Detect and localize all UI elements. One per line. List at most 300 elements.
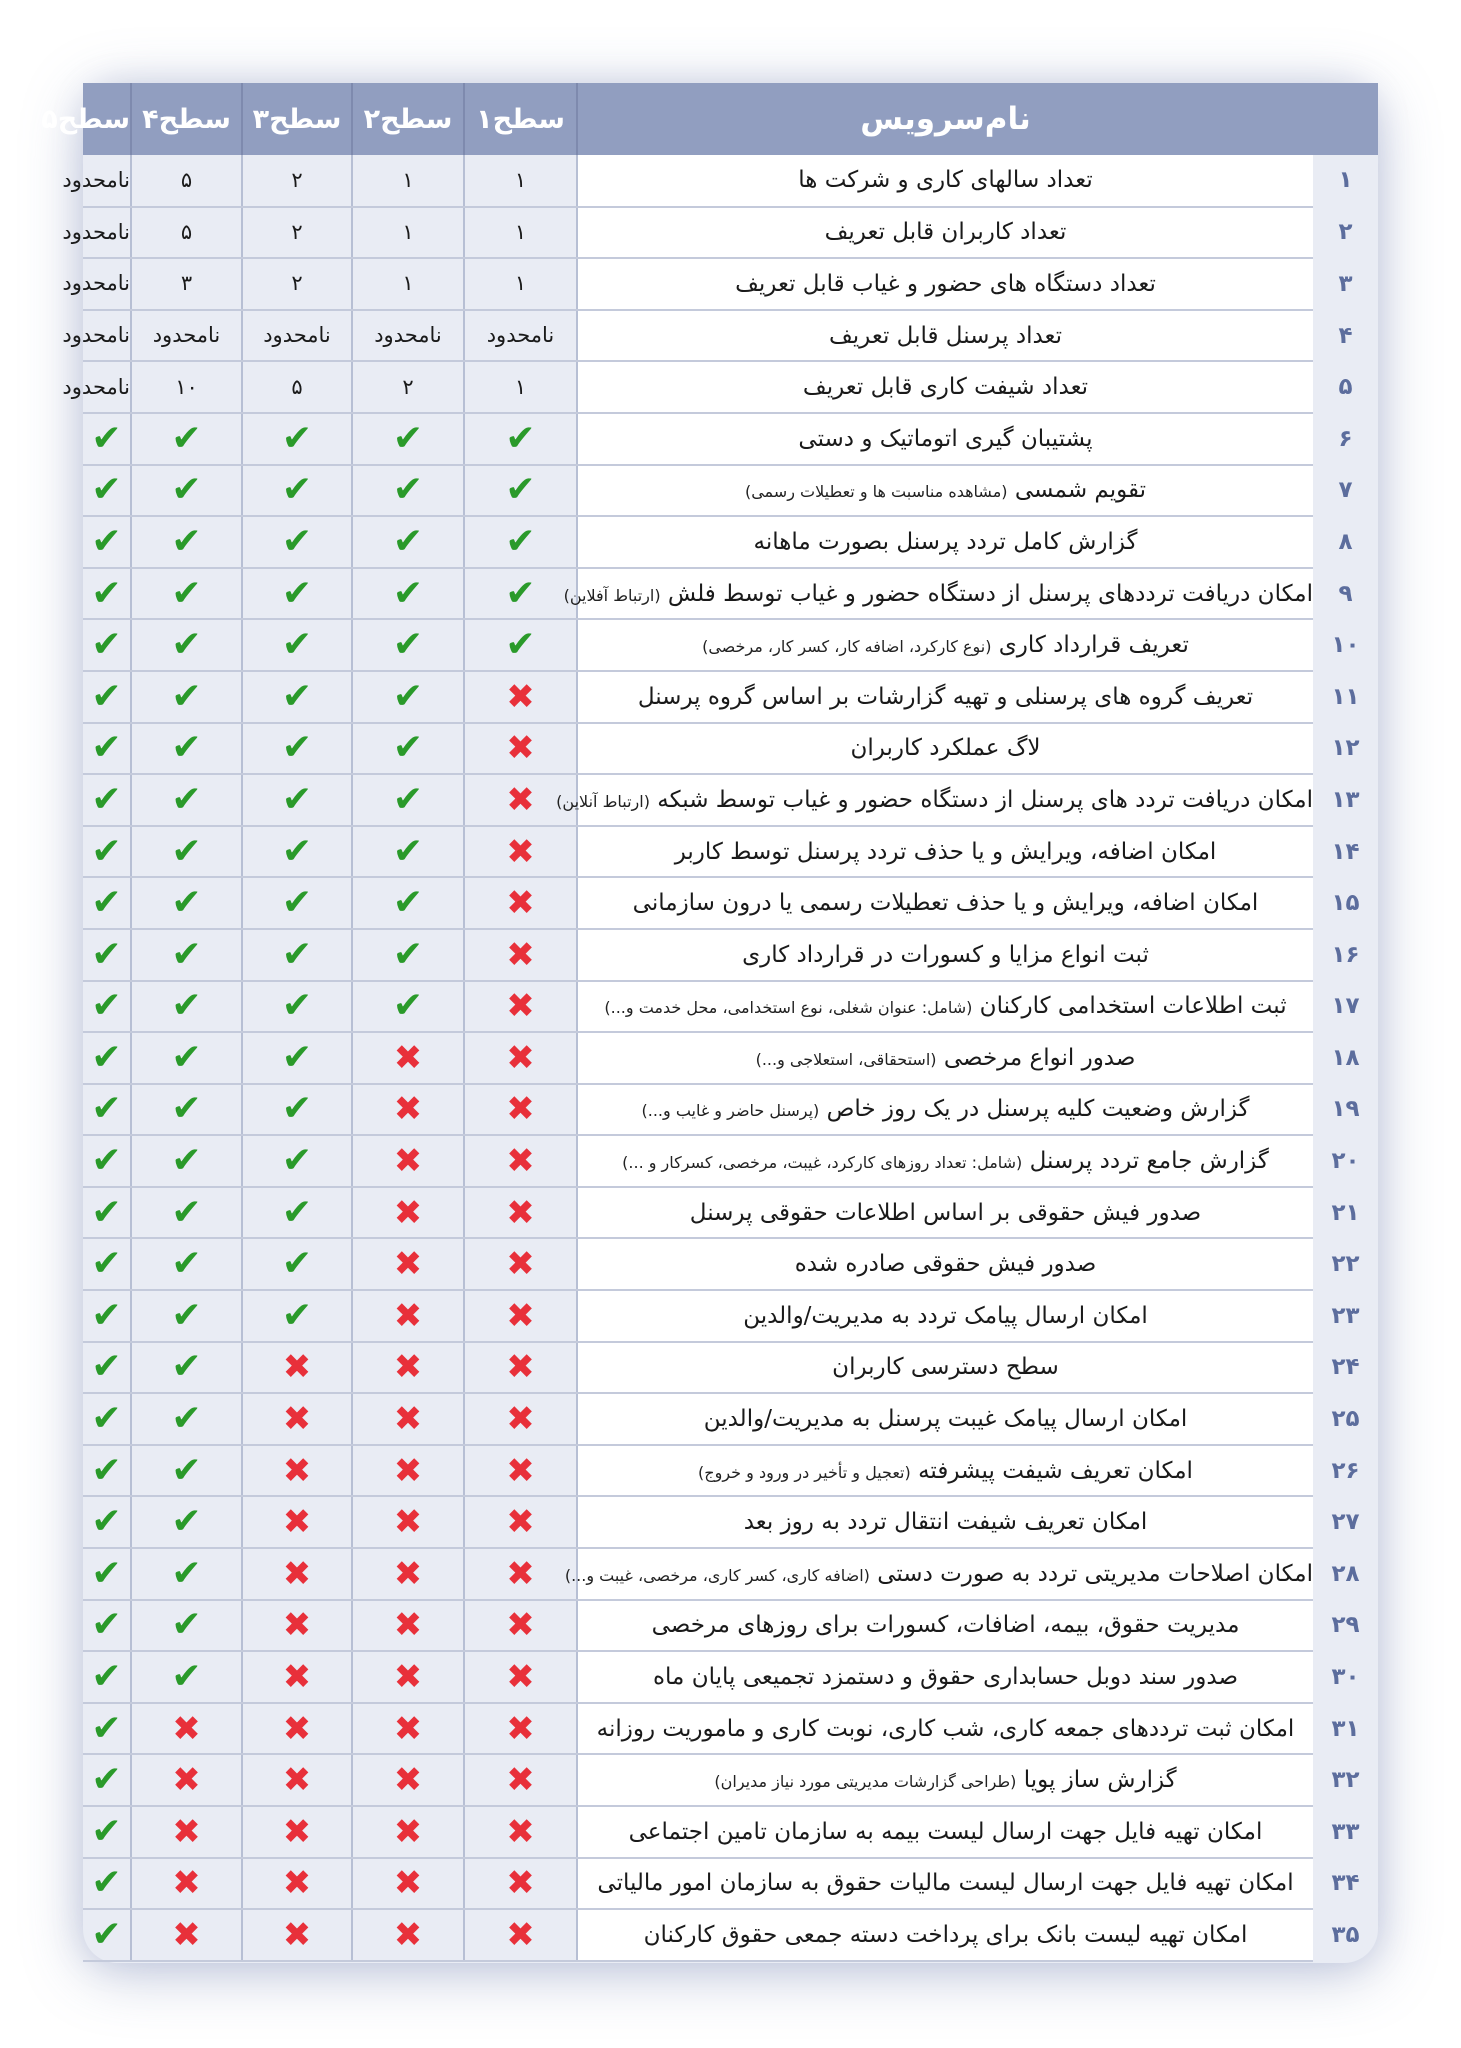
service-name-cell	[577, 1187, 1313, 1239]
table-row	[83, 361, 1378, 413]
check-icon: ✔	[505, 417, 536, 459]
cross-icon: ✖	[282, 1347, 312, 1388]
check-icon: ✔	[91, 778, 122, 820]
level-3-cell	[242, 1238, 352, 1290]
cross-icon: ✖	[506, 728, 535, 769]
table-row	[83, 1187, 1378, 1239]
cross-icon: ✖	[282, 1708, 312, 1749]
level-5-cell	[83, 619, 131, 671]
row-number: ۱۳	[1331, 786, 1360, 813]
level-4-cell	[131, 1909, 242, 1961]
table-row	[83, 929, 1378, 981]
check-icon: ✔	[171, 1088, 202, 1130]
level-1-cell	[464, 1084, 577, 1136]
level-2-cell	[352, 981, 464, 1033]
level-2-cell	[352, 1445, 464, 1497]
level-3-cell	[242, 1858, 352, 1910]
level-4-cell	[131, 1548, 242, 1600]
cross-icon: ✖	[393, 1605, 423, 1646]
level-value: ۱	[514, 271, 527, 296]
service-name: امکان ارسال پیامک تردد به مدیریت/والدین	[743, 1302, 1148, 1329]
level-2-cell	[352, 1393, 464, 1445]
service-name-cell	[577, 877, 1313, 929]
check-icon: ✔	[505, 520, 536, 562]
check-icon: ✔	[171, 1552, 202, 1594]
level-3-cell	[242, 310, 352, 362]
service-name-cell	[563, 568, 1313, 620]
service-name-cell	[577, 1600, 1313, 1652]
level-3-cell	[242, 1703, 352, 1755]
check-icon: ✔	[171, 1398, 202, 1440]
header-level-2: سطح۲	[352, 83, 464, 155]
service-note: (تعجیل و تأخیر در ورود و خروج)	[698, 1462, 911, 1482]
level-4-cell	[131, 465, 242, 517]
level-4-cell	[131, 981, 242, 1033]
level-1-cell	[464, 929, 577, 981]
level-1-cell	[464, 516, 577, 568]
level-2-cell	[352, 877, 464, 929]
level-4-cell	[131, 774, 242, 826]
level-3-cell	[242, 258, 352, 310]
cross-icon: ✖	[393, 1811, 423, 1852]
service-name: تعداد دستگاه های حضور و غیاب قابل تعریف	[735, 270, 1156, 297]
service-name-cell	[577, 1858, 1313, 1910]
check-icon: ✔	[91, 1398, 122, 1440]
cross-icon: ✖	[506, 934, 535, 975]
level-5-cell	[83, 1393, 131, 1445]
level-2-cell	[352, 1135, 464, 1187]
level-1-cell	[464, 1703, 577, 1755]
row-number: ۳۵	[1331, 1921, 1360, 1948]
level-4-cell	[131, 1651, 242, 1703]
check-icon: ✔	[91, 1552, 122, 1594]
level-1-cell	[464, 1238, 577, 1290]
level-3-cell	[242, 1135, 352, 1187]
level-1-cell	[464, 258, 577, 310]
service-name-cell	[577, 1135, 1313, 1187]
level-1-cell	[464, 877, 577, 929]
level-value: نامحدود	[62, 323, 130, 348]
service-name: صدور فیش حقوقی صادره شده	[794, 1251, 1097, 1278]
row-number: ۱۶	[1331, 941, 1360, 968]
level-2-cell	[352, 361, 464, 413]
table-row	[83, 1342, 1378, 1394]
cross-icon: ✖	[172, 1760, 201, 1801]
service-name-cell	[577, 826, 1313, 878]
service-name: امکان ثبت ترددهای جمعه کاری، شب کاری، نوبت کاری و ماموریت روزانه	[596, 1715, 1295, 1742]
level-3-cell	[242, 1393, 352, 1445]
level-value: نامحدود	[374, 323, 442, 348]
service-name-cell	[577, 1342, 1313, 1394]
level-4-cell	[131, 361, 242, 413]
level-value: ۲	[291, 271, 303, 296]
check-icon: ✔	[281, 1243, 313, 1285]
level-2-cell	[352, 1342, 464, 1394]
service-note: (شامل: عنوان شغلی، نوع استخدامی، محل خدمت و...)	[604, 998, 973, 1018]
cross-icon: ✖	[506, 1553, 535, 1594]
cross-icon: ✖	[506, 1708, 535, 1749]
service-name: امکان تهیه فایل جهت ارسال لیست مالیات حقوق به سازمان امور مالیاتی	[597, 1870, 1294, 1897]
level-4-cell	[131, 258, 242, 310]
level-5-cell	[62, 258, 131, 310]
level-2-cell	[352, 1187, 464, 1239]
service-name-cell	[577, 1496, 1313, 1548]
check-icon: ✔	[171, 1501, 202, 1543]
level-4-cell	[131, 1703, 242, 1755]
level-2-cell	[352, 258, 464, 310]
check-icon: ✔	[91, 1191, 122, 1233]
row-number: ۳۳	[1331, 1818, 1360, 1845]
table-row	[83, 1496, 1378, 1548]
level-2-cell	[352, 1754, 464, 1806]
level-1-cell	[464, 1290, 577, 1342]
check-icon: ✔	[91, 417, 122, 459]
service-name-cell	[577, 929, 1313, 981]
service-name: تعداد شیفت کاری قابل تعریف	[802, 374, 1089, 401]
cross-icon: ✖	[506, 1450, 535, 1491]
cross-icon: ✖	[172, 1914, 201, 1955]
check-icon: ✔	[91, 469, 122, 511]
level-1-cell	[464, 1600, 577, 1652]
check-icon: ✔	[91, 520, 122, 562]
level-1-cell	[464, 568, 577, 620]
table-row	[83, 671, 1378, 723]
table-row	[83, 1703, 1378, 1755]
check-icon: ✔	[91, 1346, 122, 1388]
check-icon: ✔	[392, 624, 424, 666]
cross-icon: ✖	[506, 1347, 535, 1388]
level-5-cell	[83, 723, 131, 775]
check-icon: ✔	[171, 1140, 202, 1182]
level-value: ۱	[514, 167, 527, 192]
table-row	[83, 1032, 1378, 1084]
level-5-cell	[62, 207, 131, 259]
service-name-cell	[577, 1290, 1313, 1342]
level-5-cell	[83, 1084, 131, 1136]
level-4-cell	[131, 155, 242, 207]
comparison-card	[41, 83, 1378, 1963]
table-row	[83, 1548, 1378, 1600]
cross-icon: ✖	[506, 883, 535, 924]
table-row	[83, 774, 1378, 826]
service-note: (طراحی گزارشات مدیریتی مورد نیاز مدیران)	[714, 1772, 1017, 1792]
cross-icon: ✖	[282, 1914, 312, 1955]
level-3-cell	[242, 207, 352, 259]
cross-icon: ✖	[393, 1295, 423, 1336]
level-4-cell	[131, 1342, 242, 1394]
check-icon: ✔	[392, 675, 424, 717]
row-number: ۱۷	[1331, 993, 1360, 1020]
level-3-cell	[242, 1342, 352, 1394]
level-3-cell	[242, 619, 352, 671]
table-row	[83, 1806, 1378, 1858]
service-name-cell	[577, 1032, 1313, 1084]
level-4-cell	[131, 310, 242, 362]
level-3-cell	[242, 929, 352, 981]
cross-icon: ✖	[393, 1863, 423, 1904]
level-5-cell	[83, 1806, 131, 1858]
level-3-cell	[242, 516, 352, 568]
service-name: امکان تعریف شیفت پیشرفته	[918, 1457, 1193, 1484]
cross-icon: ✖	[393, 1760, 423, 1801]
cross-icon: ✖	[506, 1863, 535, 1904]
cross-icon: ✖	[506, 1914, 535, 1955]
level-2-cell	[352, 207, 464, 259]
check-icon: ✔	[281, 933, 313, 975]
level-5-cell	[62, 361, 131, 413]
check-icon: ✔	[91, 985, 122, 1027]
table-row	[83, 981, 1378, 1033]
level-3-cell	[242, 774, 352, 826]
cross-icon: ✖	[506, 1244, 535, 1285]
row-number: ۱۲	[1331, 735, 1360, 762]
level-value: ۵	[180, 219, 193, 244]
check-icon: ✔	[91, 1604, 122, 1646]
cross-icon: ✖	[282, 1760, 312, 1801]
row-number: ۸	[1338, 528, 1353, 555]
cross-icon: ✖	[506, 1760, 535, 1801]
table-row	[83, 155, 1378, 207]
header-row-number	[1313, 83, 1378, 155]
row-number: ۲۵	[1331, 1406, 1360, 1433]
level-5-cell	[83, 1858, 131, 1910]
row-number: ۲۶	[1331, 1457, 1360, 1484]
level-2-cell	[352, 1238, 464, 1290]
service-name: گزارش وضعیت کلیه پرسنل در یک روز خاص	[826, 1096, 1250, 1123]
service-name: امکان دریافت تردد های پرسنل از دستگاه حضور و غیاب توسط شبکه	[657, 786, 1313, 813]
level-5-cell	[83, 516, 131, 568]
row-number: ۱۸	[1331, 1044, 1360, 1071]
check-icon: ✔	[91, 572, 122, 614]
check-icon: ✔	[91, 1036, 122, 1078]
service-note: (ارتباط آنلاین)	[556, 791, 650, 811]
level-3-cell	[242, 1600, 352, 1652]
service-name-cell	[577, 207, 1313, 259]
level-value: نامحدود	[62, 167, 130, 192]
level-3-cell	[242, 1806, 352, 1858]
check-icon: ✔	[392, 520, 424, 562]
service-name-cell	[577, 465, 1313, 517]
service-name: گزارش کامل تردد پرسنل بصورت ماهانه	[753, 528, 1138, 555]
level-3-cell	[242, 568, 352, 620]
service-name-cell	[577, 1238, 1313, 1290]
cross-icon: ✖	[506, 1502, 535, 1543]
level-1-cell	[464, 981, 577, 1033]
level-5-cell	[83, 1496, 131, 1548]
level-1-cell	[464, 1496, 577, 1548]
service-name: ثبت اطلاعات استخدامی کارکنان	[979, 993, 1287, 1020]
check-icon: ✔	[171, 882, 202, 924]
level-5-cell	[83, 981, 131, 1033]
cross-icon: ✖	[506, 1811, 535, 1852]
cross-icon: ✖	[393, 1399, 423, 1440]
level-4-cell	[131, 877, 242, 929]
check-icon: ✔	[392, 830, 424, 872]
service-name-cell	[577, 155, 1313, 207]
check-icon: ✔	[281, 882, 313, 924]
cross-icon: ✖	[393, 1914, 423, 1955]
cross-icon: ✖	[172, 1863, 201, 1904]
header-level-5: سطح۵	[83, 83, 131, 155]
row-number: ۴	[1338, 322, 1353, 349]
level-value: ۵	[291, 374, 303, 399]
level-4-cell	[131, 619, 242, 671]
level-1-cell	[464, 361, 577, 413]
level-5-cell	[83, 465, 131, 517]
level-4-cell	[131, 1806, 242, 1858]
check-icon: ✔	[91, 1656, 122, 1698]
check-icon: ✔	[171, 1243, 202, 1285]
service-note: (استحقاقی، استعلاجی و...)	[755, 1049, 937, 1069]
level-5-cell	[83, 1342, 131, 1394]
level-5-cell	[62, 310, 131, 362]
cross-icon: ✖	[506, 676, 535, 717]
check-icon: ✔	[171, 778, 202, 820]
cross-icon: ✖	[393, 1708, 423, 1749]
level-value: نامحدود	[62, 219, 130, 244]
level-2-cell	[352, 671, 464, 723]
check-icon: ✔	[171, 727, 202, 769]
level-3-cell	[242, 1754, 352, 1806]
service-name: امکان ارسال پیامک غیبت پرسنل به مدیریت/والدین	[703, 1406, 1188, 1433]
level-4-cell	[131, 929, 242, 981]
service-name: امکان اضافه، ویرایش و یا حذف تعطیلات رسمی یا درون سازمانی	[632, 890, 1259, 917]
table-row	[83, 1600, 1378, 1652]
service-name-cell	[577, 1806, 1313, 1858]
level-3-cell	[242, 155, 352, 207]
check-icon: ✔	[91, 1243, 122, 1285]
check-icon: ✔	[281, 778, 313, 820]
table-row	[83, 1754, 1378, 1806]
level-value: ۱	[402, 271, 414, 296]
service-name: لاگ عملکرد کاربران	[850, 735, 1041, 762]
level-1-cell	[464, 1858, 577, 1910]
cross-icon: ✖	[506, 1141, 535, 1182]
check-icon: ✔	[91, 1140, 122, 1182]
level-5-cell	[83, 1651, 131, 1703]
level-5-cell	[83, 1238, 131, 1290]
table-row	[83, 1909, 1378, 1961]
level-1-cell	[464, 207, 577, 259]
check-icon: ✔	[91, 882, 122, 924]
row-number: ۳۰	[1331, 1664, 1360, 1691]
check-icon: ✔	[171, 1346, 202, 1388]
cross-icon: ✖	[393, 1347, 423, 1388]
cross-icon: ✖	[172, 1811, 201, 1852]
service-name-cell	[577, 671, 1313, 723]
table-row	[83, 207, 1378, 259]
level-1-cell	[464, 465, 577, 517]
service-name-cell	[556, 774, 1313, 826]
level-2-cell	[352, 1084, 464, 1136]
row-number: ۱۰	[1331, 632, 1360, 659]
service-note: (اضافه کاری، کسر کاری، مرخصی، غیبت و...)	[564, 1565, 870, 1585]
level-5-cell	[83, 568, 131, 620]
cross-icon: ✖	[282, 1450, 312, 1491]
level-3-cell	[242, 671, 352, 723]
cross-icon: ✖	[393, 1502, 423, 1543]
check-icon: ✔	[171, 1449, 202, 1491]
level-1-cell	[464, 1135, 577, 1187]
level-1-cell	[464, 1909, 577, 1961]
service-name: امکان اصلاحات مدیریتی تردد به صورت دستی	[877, 1560, 1313, 1587]
level-value: نامحدود	[62, 271, 130, 296]
service-name: تقویم شمسی	[1014, 477, 1147, 504]
check-icon: ✔	[91, 1088, 122, 1130]
check-icon: ✔	[91, 624, 122, 666]
row-number: ۱۴	[1331, 838, 1360, 865]
level-1-cell	[464, 310, 577, 362]
service-name-cell	[577, 1703, 1313, 1755]
level-5-cell	[83, 1703, 131, 1755]
level-4-cell	[131, 568, 242, 620]
level-2-cell	[352, 155, 464, 207]
check-icon: ✔	[281, 1036, 313, 1078]
level-1-cell	[464, 1342, 577, 1394]
check-icon: ✔	[281, 985, 313, 1027]
service-note: (پرسنل حاضر و غایب و...)	[641, 1101, 820, 1121]
row-number: ۲	[1338, 219, 1353, 246]
cross-icon: ✖	[506, 1295, 535, 1336]
level-3-cell	[242, 1496, 352, 1548]
check-icon: ✔	[392, 727, 424, 769]
level-4-cell	[131, 1238, 242, 1290]
level-5-cell	[62, 155, 131, 207]
service-name: امکان دریافت ترددهای پرسنل از دستگاه حضور و غیاب توسط فلش	[667, 580, 1313, 607]
service-name: صدور فیش حقوقی بر اساس اطلاعات حقوقی پرسنل	[689, 1199, 1202, 1226]
row-number: ۱۱	[1331, 683, 1360, 710]
level-3-cell	[242, 877, 352, 929]
service-name-cell	[577, 1651, 1313, 1703]
level-2-cell	[352, 1600, 464, 1652]
level-4-cell	[131, 723, 242, 775]
level-2-cell	[352, 1858, 464, 1910]
service-name-cell	[577, 361, 1313, 413]
check-icon: ✔	[281, 1088, 313, 1130]
cross-icon: ✖	[172, 1708, 201, 1749]
check-icon: ✔	[171, 1604, 202, 1646]
level-1-cell	[464, 1548, 577, 1600]
check-icon: ✔	[171, 985, 202, 1027]
level-2-cell	[352, 465, 464, 517]
header-service-name: نام‌سرویس	[577, 83, 1313, 155]
level-4-cell	[131, 413, 242, 465]
check-icon: ✔	[91, 1913, 122, 1955]
service-name: تعداد سالهای کاری و شرکت ها	[798, 167, 1093, 194]
check-icon: ✔	[171, 1191, 202, 1233]
table-row	[83, 413, 1378, 465]
check-icon: ✔	[91, 1862, 122, 1904]
service-name: امکان اضافه، ویرایش و یا حذف تردد پرسنل توسط کاربر	[674, 838, 1217, 865]
table-row	[83, 1651, 1378, 1703]
level-4-cell	[131, 1393, 242, 1445]
check-icon: ✔	[281, 417, 313, 459]
table-row	[83, 1290, 1378, 1342]
cross-icon: ✖	[393, 1141, 423, 1182]
level-3-cell	[242, 981, 352, 1033]
service-name: تعریف قرارداد کاری	[998, 632, 1189, 659]
service-name: صدور سند دوبل حسابداری حقوق و دستمزد تجمیعی پایان ماه	[653, 1664, 1238, 1691]
level-5-cell	[83, 826, 131, 878]
check-icon: ✔	[91, 1810, 122, 1852]
cross-icon: ✖	[282, 1553, 312, 1594]
check-icon: ✔	[171, 520, 202, 562]
level-4-cell	[131, 671, 242, 723]
row-number: ۹	[1338, 580, 1353, 607]
level-4-cell	[131, 1445, 242, 1497]
level-3-cell	[242, 1290, 352, 1342]
level-value: نامحدود	[62, 374, 130, 399]
